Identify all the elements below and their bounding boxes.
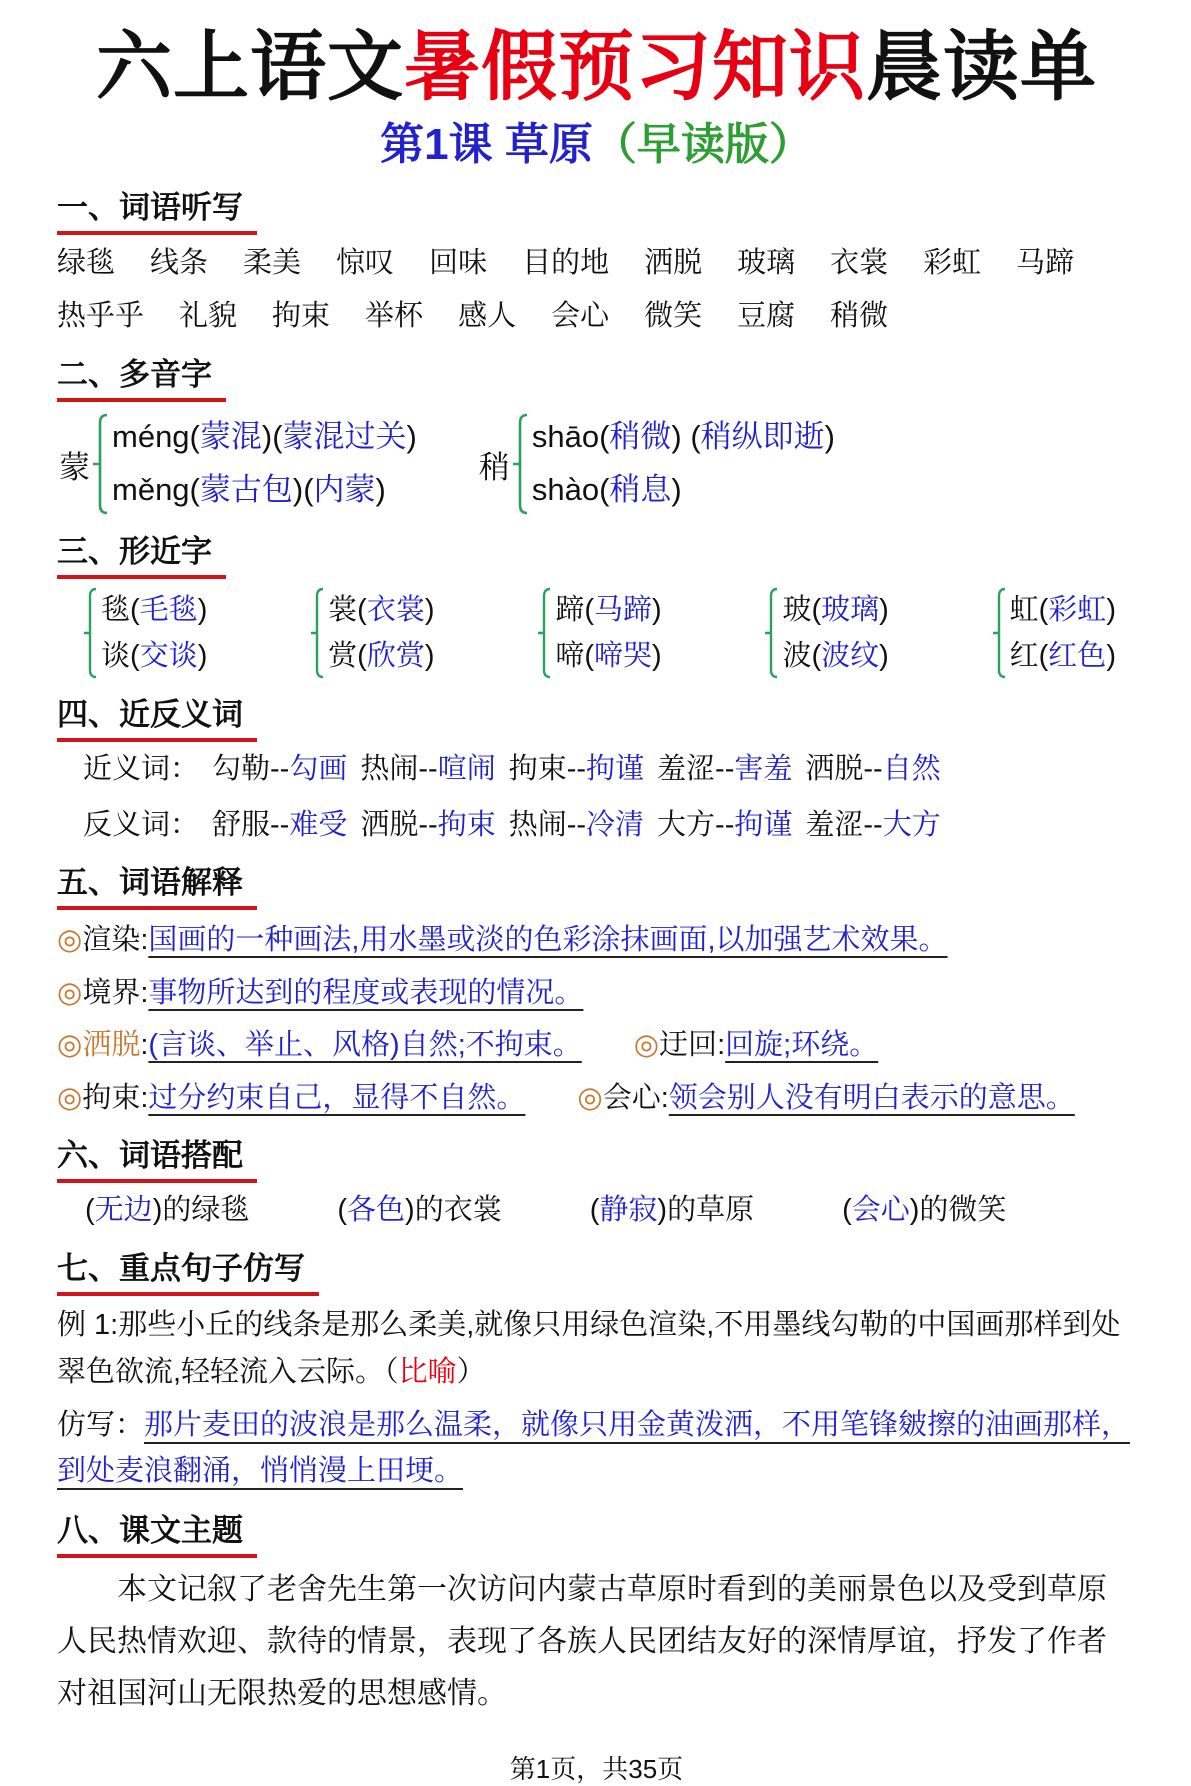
subtitle-edition: （早读版） [592, 120, 813, 170]
paren: ) [879, 593, 889, 626]
word-left: 洒脱-- [360, 808, 438, 841]
example-word: 内蒙 [313, 472, 376, 508]
imitation-text: 那片麦田的波浪是那么温柔，就像只用金黄泼洒，不用笔锋皴擦的油画那样，到处麦浪翻涌，悄悄漫上田埂。 [57, 1408, 1131, 1488]
section-heading: 五、词语解释 [57, 857, 257, 910]
definition-text: 事物所达到的程度或表现的情况。 [148, 976, 584, 1009]
antonym-pair [509, 804, 644, 848]
section-heading-row [57, 857, 1136, 910]
imitation-sentence [57, 1402, 1136, 1496]
separator: )( [292, 472, 314, 508]
definition-term: 迂回 [659, 1029, 718, 1062]
word-right: 拘谨 [586, 753, 645, 786]
synonym-label: 近义词： [83, 753, 200, 786]
example-word: 欣赏 [366, 640, 425, 673]
word: 玻璃 [737, 247, 796, 280]
word-right: 难受 [289, 808, 348, 841]
word: 礼貌 [179, 300, 238, 333]
paren: ) [424, 593, 435, 626]
title-part-black-2: 晨读单 [866, 25, 1097, 110]
pair-top [101, 592, 207, 628]
section-heading: 二、多音字 [57, 349, 226, 402]
synonym-pair [212, 748, 347, 792]
example-word: 玻璃 [821, 593, 880, 626]
definition-text: 国画的一种画法,用水墨或淡的色彩涂抹画面,以加强艺术效果。 [148, 924, 948, 957]
word-right: 勾画 [289, 753, 348, 786]
paren: ) [197, 593, 208, 626]
definition-term: 洒脱 [82, 1029, 141, 1062]
pinyin: shāo( [531, 419, 610, 455]
modifier-word: 无边 [94, 1194, 153, 1227]
word-left: 羞涩-- [805, 808, 883, 841]
definition-term: 渲染 [82, 924, 141, 957]
definition-term: 境界 [82, 976, 141, 1009]
section-heading-row [57, 1505, 1136, 1558]
pair-bottom [101, 638, 207, 674]
rhetoric-tag: 比喻 [398, 1355, 457, 1388]
example-text: 例 1:那些小丘的线条是那么柔美,就像只用绿色渲染,不用墨线勾勒的中国画那样到处翠色欲流,轻轻流入云际。 [57, 1308, 1121, 1388]
synonym-pair [360, 748, 495, 792]
polyphone-row [112, 471, 417, 510]
brace-icon [537, 587, 553, 679]
definition-term: 会心 [602, 1081, 661, 1114]
word: 马蹄 [1016, 247, 1075, 280]
title-part-red: 暑假预习知识 [404, 25, 866, 110]
polyphone-groups [59, 412, 1136, 516]
example-word: 波纹 [821, 640, 880, 673]
antonym-pair [805, 804, 940, 848]
pair-top [328, 592, 434, 628]
similar-character-pair [537, 587, 661, 679]
definition-entry [577, 1077, 1074, 1121]
definition-entry [57, 919, 948, 963]
pair-rows [1010, 592, 1116, 675]
example-word: 稍息 [609, 472, 672, 508]
example-word: 毛毯 [139, 593, 198, 626]
word: 目的地 [522, 247, 610, 280]
section-text-theme [57, 1505, 1136, 1719]
bullseye-icon: ◎ [57, 924, 83, 957]
word-left: 拘束-- [508, 753, 587, 786]
definition-text: 过分约束自己，显得不自然。 [148, 1081, 526, 1114]
page-title [57, 24, 1136, 111]
modifier-word: 静寂 [599, 1194, 658, 1227]
paren: ) [1106, 593, 1116, 626]
word: 回味 [429, 247, 488, 280]
paren: ) [652, 640, 662, 673]
word-left: 大方-- [657, 808, 735, 841]
section-heading: 七、重点句子仿写 [57, 1243, 319, 1296]
word: 柔美 [243, 247, 302, 280]
synonym-pair [805, 748, 940, 792]
definition-text: 领会别人没有明白表示的意思。 [668, 1081, 1075, 1114]
character: 毯( [101, 593, 140, 626]
character: 波( [782, 640, 822, 673]
example-word: 红色 [1048, 640, 1107, 673]
character: 啼( [555, 640, 594, 673]
paren: ) [1106, 640, 1116, 673]
section-heading: 八、课文主题 [57, 1505, 257, 1558]
character: 玻( [782, 593, 822, 626]
colon: : [660, 1081, 669, 1114]
colon: : [140, 976, 149, 1009]
polyphone-group-meng [59, 412, 417, 516]
example-word: 稍微 [609, 419, 672, 455]
paren: ) [879, 640, 889, 673]
definition-entry [57, 1077, 525, 1121]
word-right: 拘谨 [734, 808, 793, 841]
section-collocations [57, 1130, 1136, 1233]
pinyin: shào( [531, 472, 610, 508]
polyphone-row [532, 471, 835, 510]
brace-icon [992, 587, 1008, 679]
page-subtitle [57, 119, 1136, 172]
similar-character-pair [764, 587, 888, 679]
section-heading-row [57, 1130, 1136, 1183]
section-heading-row [57, 349, 1136, 402]
pair-rows [328, 592, 434, 675]
separator: ) [671, 472, 682, 508]
similar-character-pair [83, 587, 207, 679]
definition-entry [634, 1024, 878, 1068]
example-word: 啼哭 [593, 640, 652, 673]
paren: ( [337, 1194, 348, 1227]
example-word: 蒙古包 [199, 472, 293, 508]
example-word: 蒙混过关 [282, 419, 407, 455]
word-left: 洒脱-- [805, 753, 883, 786]
definition-text: 回旋;环绕。 [725, 1029, 879, 1062]
example-sentence [57, 1302, 1136, 1396]
pair-top [782, 592, 888, 628]
bullseye-icon: ◎ [577, 1081, 603, 1114]
section-polyphones [57, 349, 1136, 516]
polyphone-character: 稍 [478, 449, 510, 485]
colon: : [140, 1081, 149, 1114]
noun-part: )的衣裳 [405, 1194, 502, 1227]
word-right: 拘束 [437, 808, 496, 841]
pair-bottom [328, 638, 434, 674]
noun-part: )的草原 [657, 1194, 755, 1227]
definition-row [57, 1077, 1136, 1121]
pair-rows [782, 592, 888, 675]
section-heading: 六、词语搭配 [57, 1130, 257, 1183]
bullseye-icon: ◎ [57, 1029, 83, 1062]
example-word: 马蹄 [593, 593, 652, 626]
brace-icon [92, 412, 110, 516]
definition-text: (言谈、举止、风格)自然;不拘束。 [148, 1029, 582, 1062]
paren: ) [424, 640, 435, 673]
pinyin: méng( [112, 419, 200, 455]
brace-icon [83, 587, 99, 679]
word-right: 喧闹 [437, 753, 496, 786]
antonym-pair [212, 804, 347, 848]
word: 豆腐 [737, 300, 796, 333]
section-synonyms-antonyms [57, 689, 1136, 847]
example-word: 衣裳 [366, 593, 425, 626]
word: 稍微 [830, 300, 889, 333]
similar-character-pair [310, 587, 434, 679]
word-right: 自然 [882, 753, 941, 786]
subtitle-lesson: 第1课 草原 [380, 120, 593, 170]
section-heading-row [57, 182, 1136, 235]
antonym-pair [360, 804, 495, 848]
word: 绿毯 [57, 247, 116, 280]
word: 举杯 [365, 300, 424, 333]
title-part-black-1: 六上语文 [96, 25, 404, 110]
character: 裳( [328, 593, 367, 626]
imitation-label: 仿写： [57, 1408, 145, 1441]
pair-bottom [782, 638, 888, 674]
section-heading: 一、词语听写 [57, 182, 257, 235]
paren: ( [85, 1194, 95, 1227]
word-right: 冷清 [586, 808, 645, 841]
collocation-item [590, 1189, 754, 1233]
paren: ( [842, 1194, 852, 1227]
separator: ) [406, 419, 417, 455]
section-heading-row [57, 1243, 1136, 1296]
colon: : [717, 1029, 726, 1062]
collocation-item [842, 1189, 1006, 1233]
pair-bottom [1010, 638, 1116, 674]
word-right: 大方 [882, 808, 941, 841]
section-similar-characters [57, 526, 1136, 679]
word-list-row-1 [57, 241, 1136, 286]
section-word-definitions [57, 857, 1136, 1120]
word-left: 热闹-- [508, 808, 587, 841]
definition-row [57, 1024, 1136, 1068]
separator: ) ( [671, 419, 701, 455]
noun-part: )的绿毯 [152, 1194, 250, 1227]
example-word: 彩虹 [1048, 593, 1107, 626]
character: 赏( [328, 640, 367, 673]
word-left: 热闹-- [360, 753, 438, 786]
definition-row [57, 919, 1136, 963]
section-heading: 三、形近字 [57, 526, 226, 579]
word: 感人 [458, 300, 517, 333]
word: 惊叹 [336, 247, 395, 280]
collocation-line [85, 1189, 1136, 1233]
page-number: 第1页，共35页 [509, 1754, 684, 1785]
section-sentence-imitation [57, 1243, 1136, 1496]
character: 虹( [1009, 593, 1049, 626]
pair-rows [555, 592, 661, 675]
word: 洒脱 [644, 247, 703, 280]
collocation-item [85, 1189, 249, 1233]
brace-icon [512, 412, 530, 516]
synonym-pair [509, 748, 644, 792]
antonym-line [83, 804, 1136, 848]
word: 微笑 [644, 300, 703, 333]
polyphone-group-shao [479, 412, 835, 516]
example-word: 稍纵即逝 [700, 419, 825, 455]
polyphone-rows [532, 418, 835, 510]
collocation-item [337, 1189, 501, 1233]
modifier-word: 各色 [347, 1194, 406, 1227]
definition-entry [57, 1024, 582, 1068]
word-left: 舒服-- [212, 808, 290, 841]
bullseye-icon: ◎ [633, 1029, 660, 1062]
brace-icon [310, 587, 326, 679]
separator: ) [824, 419, 835, 455]
synonym-line [83, 748, 1136, 792]
paren: ) [652, 593, 662, 626]
polyphone-character: 蒙 [59, 449, 90, 485]
word-list-row-2 [57, 294, 1136, 339]
brace-icon [764, 587, 780, 679]
modifier-word: 会心 [851, 1194, 910, 1227]
polyphone-row [112, 418, 417, 457]
polyphone-row [532, 418, 835, 457]
pair-top [555, 592, 661, 628]
antonym-pair [657, 804, 792, 848]
paren: ) [197, 640, 208, 673]
section-heading-row [57, 689, 1136, 742]
noun-part: )的微笑 [909, 1194, 1007, 1227]
pair-bottom [555, 638, 661, 674]
word: 线条 [150, 247, 209, 280]
colon: : [140, 924, 149, 957]
paren: ） [456, 1355, 486, 1388]
definition-entry [57, 972, 583, 1016]
definition-term: 拘束 [82, 1081, 141, 1114]
word: 彩虹 [923, 247, 982, 280]
similar-character-pair [992, 587, 1116, 679]
separator: ) [375, 472, 386, 508]
character: 红( [1009, 640, 1049, 673]
bullseye-icon: ◎ [57, 976, 83, 1009]
example-word: 蒙混 [199, 419, 262, 455]
word-left: 勾勒-- [212, 753, 290, 786]
bullseye-icon: ◎ [57, 1081, 83, 1114]
pair-top [1010, 592, 1116, 628]
section-word-dictation [57, 182, 1136, 339]
word-right: 害羞 [734, 753, 793, 786]
synonym-pair [657, 748, 792, 792]
colon: : [140, 1029, 149, 1062]
word: 会心 [551, 300, 610, 333]
polyphone-rows [112, 418, 417, 510]
similar-character-columns [83, 587, 1116, 679]
pinyin: měng( [112, 472, 200, 508]
theme-paragraph: 本文记叙了老舍先生第一次访问内蒙古草原时看到的美丽景色以及受到草原人民热情欢迎、款待的情景，表现了各族人民团结友好的深情厚谊，抒发了作者对祖国河山无限热爱的思想感情。 [57, 1573, 1107, 1710]
paren: ( [589, 1194, 600, 1227]
separator: )( [261, 419, 283, 455]
character: 谈( [101, 640, 140, 673]
section-heading: 四、近反义词 [57, 689, 257, 742]
section-heading-row [57, 526, 1136, 579]
word: 热乎乎 [57, 300, 145, 333]
paren: （ [384, 1355, 399, 1388]
antonym-label: 反义词： [83, 808, 200, 841]
character: 蹄( [555, 593, 594, 626]
pair-rows [101, 592, 207, 675]
word-left: 羞涩-- [657, 753, 735, 786]
example-word: 交谈 [139, 640, 198, 673]
word: 拘束 [272, 300, 331, 333]
definition-row [57, 972, 1136, 1016]
word: 衣裳 [830, 247, 889, 280]
